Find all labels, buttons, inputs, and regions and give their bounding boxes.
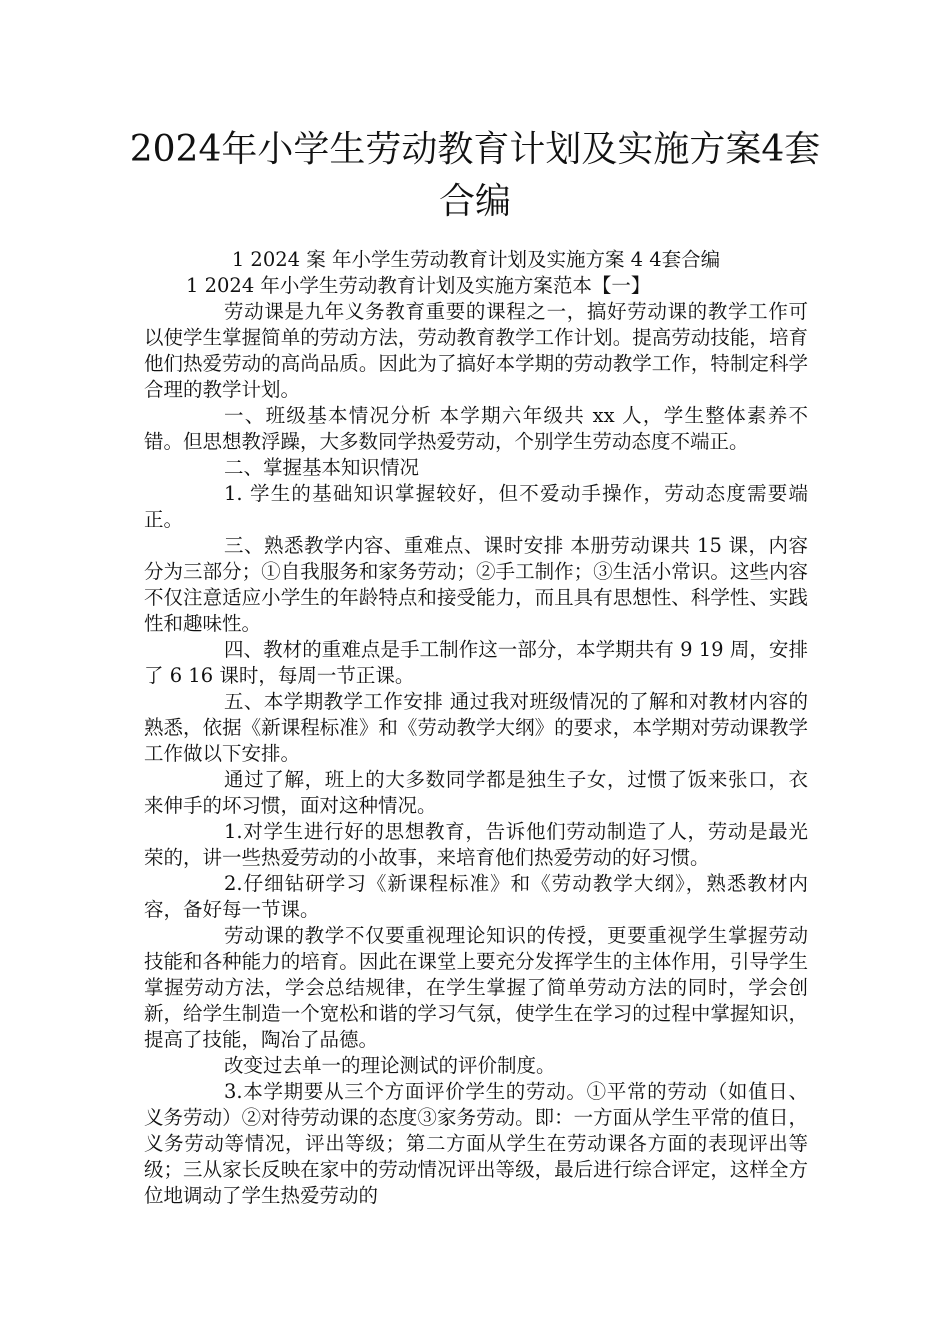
paragraph-teaching-focus: 劳动课的教学不仅要重视理论知识的传授，更要重视学生掌握劳动技能和各种能力的培育。因此在课堂上要充分发挥学生的主体作用，引导学生掌握劳动方法，学会总结规律，在学生掌握了简单劳动方法的同时，学会创新，给学生制造一个宽松和谐的学习气氛，使学生在学习的过程中掌握知识，提高了技能，陶冶了品德。 <box>144 924 808 1051</box>
paragraph-class-analysis: 一、班级基本情况分析 本学期六年级共 xx 人，学生整体素养不错。但思想教浮躁，大多数同学热爱劳动，个别学生劳动态度不端正。 <box>144 404 808 453</box>
paragraph-understanding: 通过了解，班上的大多数同学都是独生子女，过惯了饭来张口，衣来伸手的坏习惯，面对这种情况。 <box>144 768 808 817</box>
document-body <box>144 247 808 1209</box>
paragraph-item-2: 2.仔细钻研学习《新课程标准》和《劳动教学大纲》，熟悉教材内容，备好每一节课。 <box>144 872 808 921</box>
paragraph-knowledge-heading: 二、掌握基本知识情况 <box>224 456 420 479</box>
paragraph-item-1: 1.对学生进行好的思想教育，告诉他们劳动制造了人，劳动是最光荣的，讲一些热爱劳动的小故事，来培育他们热爱劳动的好习惯。 <box>144 820 808 869</box>
paragraph-key-points: 四、教材的重难点是手工制作这一部分，本学期共有 9 19 周，安排了 6 16 课时，每周一节正课。 <box>144 638 808 687</box>
paragraph-section-title: 1 2024 年小学生劳动教育计划及实施方案范本【一】 <box>186 274 651 297</box>
paragraph-content-schedule: 三、熟悉教学内容、重难点、课时安排 本册劳动课共 15 课，内容分为三部分；①自我服务和家务劳动；②手工制作；③生活小常识。这些内容不仅注意适应小学生的年龄特点和接受能力，而且具有思想性、科学性、实践性和趣味性。 <box>144 534 808 635</box>
paragraph-heading-line: 1 2024 案 年小学生劳动教育计划及实施方案 4 4套合编 <box>231 248 721 271</box>
paragraph-intro: 劳动课是九年义务教育重要的课程之一，搞好劳动课的教学工作可以使学生掌握简单的劳动方法，劳动教育教学工作计划。提高劳动技能，培育他们热爱劳动的高尚品质。因此为了搞好本学期的劳动教学工作，特制定科学合理的教学计划。 <box>144 300 808 401</box>
paragraph-knowledge-1: 1. 学生的基础知识掌握较好，但不爱动手操作，劳动态度需要端正。 <box>144 482 808 531</box>
paragraph-evaluation-change: 改变过去单一的理论测试的评价制度。 <box>224 1054 556 1077</box>
paragraph-item-3: 3.本学期要从三个方面评价学生的劳动。①平常的劳动（如值日、义务劳动）②对待劳动课的态度③家务劳动。即：一方面从学生平常的值日，义务劳动等情况，评出等级；第二方面从学生在劳动课各方面的表现评出等级；三从家长反映在家中的劳动情况评出等级，最后进行综合评定，这样全方位地调动了学生热爱劳动的 <box>144 1080 808 1207</box>
document-title: 2024年小学生劳动教育计划及实施方案4套合编 <box>129 129 821 222</box>
paragraph-work-arrangement: 五、本学期教学工作安排 通过我对班级情况的了解和对教材内容的熟悉，依据《新课程标准》和《劳动教学大纲》的要求，本学期对劳动课教学工作做以下安排。 <box>144 690 808 765</box>
